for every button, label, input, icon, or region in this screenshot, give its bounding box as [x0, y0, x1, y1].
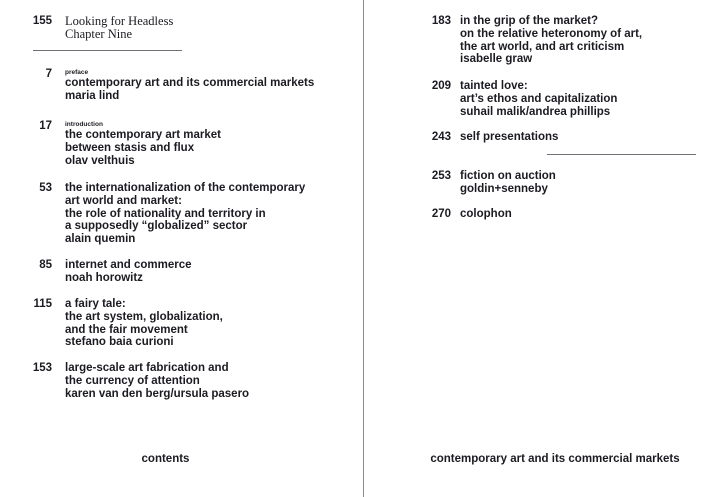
- toc-line: the role of nationality and territory in: [65, 207, 266, 220]
- page-footer: contents: [141, 453, 190, 465]
- toc-line: art’s ethos and capitalization: [460, 92, 618, 105]
- toc-line: internet and commerce: [65, 259, 192, 271]
- toc-entry[interactable]: [16, 120, 221, 167]
- toc-line: a supposedly “globalized” sector: [65, 220, 248, 233]
- toc-line: karen van den berg/ursula pasero: [65, 387, 250, 400]
- toc-line: maria lind: [65, 89, 120, 102]
- divider: [547, 154, 696, 155]
- toc-entry[interactable]: [415, 131, 558, 144]
- toc-line: a fairy tale:: [65, 298, 126, 310]
- toc-line: the currency of attention: [65, 374, 200, 387]
- toc-line: between stasis and flux: [65, 141, 195, 154]
- toc-line: large-scale art fabrication and: [65, 362, 229, 374]
- toc-entry-text: [65, 182, 305, 246]
- toc-line: Chapter Nine: [65, 27, 132, 41]
- toc-entry[interactable]: [415, 80, 617, 118]
- toc-page-number: 209: [431, 80, 451, 92]
- toc-page-number: 253: [431, 170, 451, 182]
- toc-entry-header[interactable]: [16, 15, 173, 41]
- toc-line: self presentations: [460, 131, 559, 143]
- toc-entry[interactable]: [16, 259, 192, 285]
- toc-line: alain quemin: [65, 233, 136, 246]
- toc-entry-text: [460, 208, 512, 221]
- toc-entry-text: [65, 68, 314, 103]
- toc-line: goldin+senneby: [460, 182, 548, 195]
- toc-page-number: 270: [431, 208, 451, 220]
- toc-entry-text: [65, 120, 221, 167]
- toc-page-number: 7: [45, 68, 52, 80]
- toc-line: tainted love:: [460, 80, 528, 92]
- toc-entry-text: [460, 131, 558, 144]
- toc-line: Looking for Headless: [65, 14, 174, 28]
- toc-line: isabelle graw: [460, 53, 533, 66]
- toc-entry[interactable]: [16, 182, 305, 246]
- toc-entry[interactable]: [16, 298, 223, 349]
- toc-line: the art world, and art criticism: [460, 40, 625, 53]
- toc-entry[interactable]: [16, 362, 249, 400]
- book-spine-divider: [363, 0, 364, 497]
- toc-entry-text: [65, 298, 223, 349]
- toc-page-number: 17: [39, 120, 52, 132]
- toc-page-number: 183: [431, 15, 451, 27]
- toc-entry-text: [65, 259, 192, 285]
- toc-line: the internationalization of the contemporary: [65, 182, 306, 194]
- toc-line: noah horowitz: [65, 271, 143, 284]
- toc-line: olav velthuis: [65, 154, 135, 167]
- toc-page-number: 53: [39, 182, 52, 194]
- toc-page-number: 115: [33, 298, 52, 310]
- toc-line: art world and market:: [65, 194, 182, 207]
- toc-entry[interactable]: [415, 170, 556, 196]
- toc-line: suhail malik/andrea phillips: [460, 105, 611, 118]
- toc-line: and the fair movement: [65, 323, 188, 336]
- toc-page-number: 153: [32, 362, 52, 374]
- toc-page-number: 155: [32, 15, 52, 27]
- divider: [33, 50, 182, 51]
- toc-line: the contemporary art market: [65, 129, 221, 141]
- toc-entry-text: [460, 80, 617, 118]
- toc-entry[interactable]: [16, 68, 314, 103]
- toc-section-tag: introduction: [65, 121, 103, 128]
- toc-line: the art system, globalization,: [65, 310, 223, 323]
- toc-page-number: 243: [431, 131, 451, 143]
- toc-entry-text: [460, 170, 556, 196]
- toc-line: fiction on auction: [460, 170, 556, 182]
- toc-line: on the relative heteronomy of art,: [460, 27, 643, 40]
- toc-entry-text: [65, 362, 249, 400]
- page-footer: contemporary art and its commercial markets: [430, 453, 680, 465]
- toc-entry[interactable]: [415, 15, 642, 66]
- toc-line: contemporary art and its commercial markets: [65, 77, 315, 89]
- toc-line: colophon: [460, 208, 512, 220]
- toc-page-number: 85: [39, 259, 52, 271]
- toc-entry-text: [65, 15, 173, 41]
- toc-line: in the grip of the market?: [460, 15, 599, 27]
- toc-section-tag: preface: [65, 69, 89, 76]
- toc-line: stefano baia curioni: [65, 336, 174, 349]
- toc-entry[interactable]: [415, 208, 512, 221]
- toc-entry-text: [460, 15, 642, 66]
- right-page: [365, 0, 728, 497]
